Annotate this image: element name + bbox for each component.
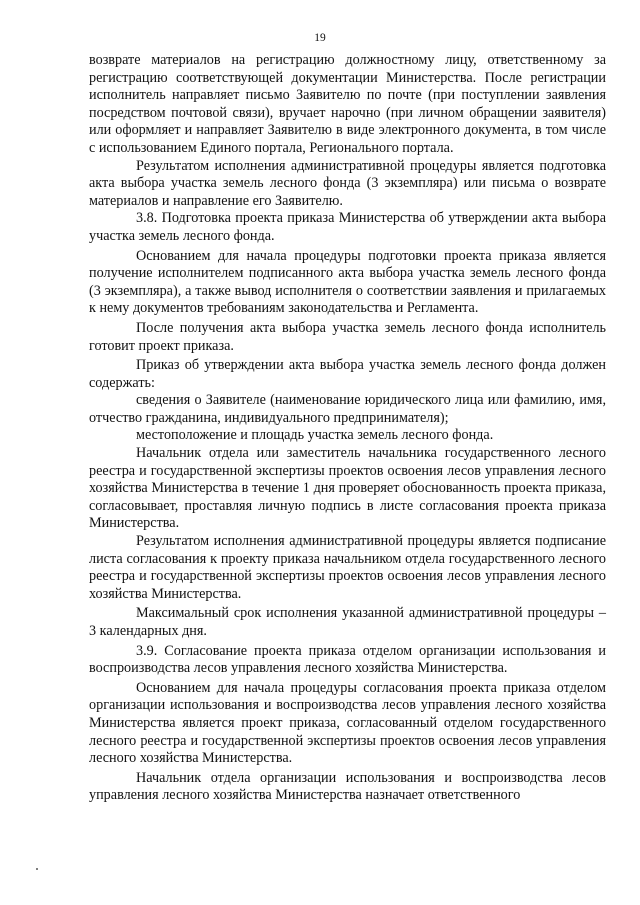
list-item-location-area: местоположение и площадь участка земель лесного фонда. [136,427,494,444]
paragraph-2: Результатом исполнения административной процедуры является подготовка акта выбора участка земель лесного фонда (3 экземпляра) или письма о возврате материалов и направление его Заявителю. [89,157,606,209]
paragraph-4: Основанием для начала процедуры подготовки проекта приказа является получение исполнителем подписанного акта выбора участка земель лесного фонда (3 экземпляра), а также вывод исполнителя о соответствии заявления и прилагаемых к нему документов требованиям законодательства и Регламента. [89,247,606,317]
section-3-9-heading: 3.9. Согласование проекта приказа отделом организации использования и воспроизводства лесов управления лесного хозяйства Министерства. [89,642,606,677]
page-number: 19 [314,32,326,44]
paragraph-1: возврате материалов на регистрацию должностному лицу, ответственному за регистрацию соответствующей документации Министерства. После регистрации исполнитель направляет письмо Заявителю по почте (при поступлении заявления посредством почтовой связи), вручает нарочно (при личном обращении заявителя) или оформляет и направляет Заявителю в виде электронного документа, в том числе с использованием Единого портала, Регионального портала. [89,52,606,156]
paragraph-5: После получения акта выбора участка земель лесного фонда исполнитель готовит проект приказа. [89,319,606,354]
section-3-8-heading: 3.8. Подготовка проекта приказа Министерства об утверждении акта выбора участка земель лесного фонда. [89,210,606,244]
paragraph-13: Основанием для начала процедуры согласования проекта приказа отделом организации использования и воспроизводства лесов управления лесного хозяйства Министерства является проект приказа, согласованный отделом государственного лесного реестра и государственной экспертизы проектов освоения лесов управления лесного хозяйства Министерства. [89,679,606,767]
paragraph-11: Максимальный срок исполнения указанной административной процедуры – 3 календарных дня. [89,605,606,639]
paragraph-10: Результатом исполнения административной процедуры является подписание листа согласования к проекту приказа начальником отдела государственного лесного реестра и государственной экспертизы проектов освоения лесов управления лесного хозяйства Министерства. [89,533,606,602]
paragraph-14: Начальник отдела организации использования и воспроизводства лесов управления лесного хозяйства Министерства назначает ответственного [89,769,606,804]
paragraph-6: Приказ об утверждении акта выбора участка земель лесного фонда должен содержать: [89,357,606,391]
scan-speck [36,868,38,870]
document-body [89,52,606,805]
paragraph-9: Начальник отдела или заместитель начальника государственного лесного реестра и государственной экспертизы проектов освоения лесов управления лесного хозяйства Министерства в течение 1 дня проверяет обоснованность проекта приказа, согласовывает, проставляя личную подпись в листе согласования проекта приказа Министерства. [89,445,606,532]
list-item-applicant-info: сведения о Заявителе (наименование юридического лица или фамилию, имя, отчество гражданина, индивидуального предпринимателя); [89,392,606,426]
